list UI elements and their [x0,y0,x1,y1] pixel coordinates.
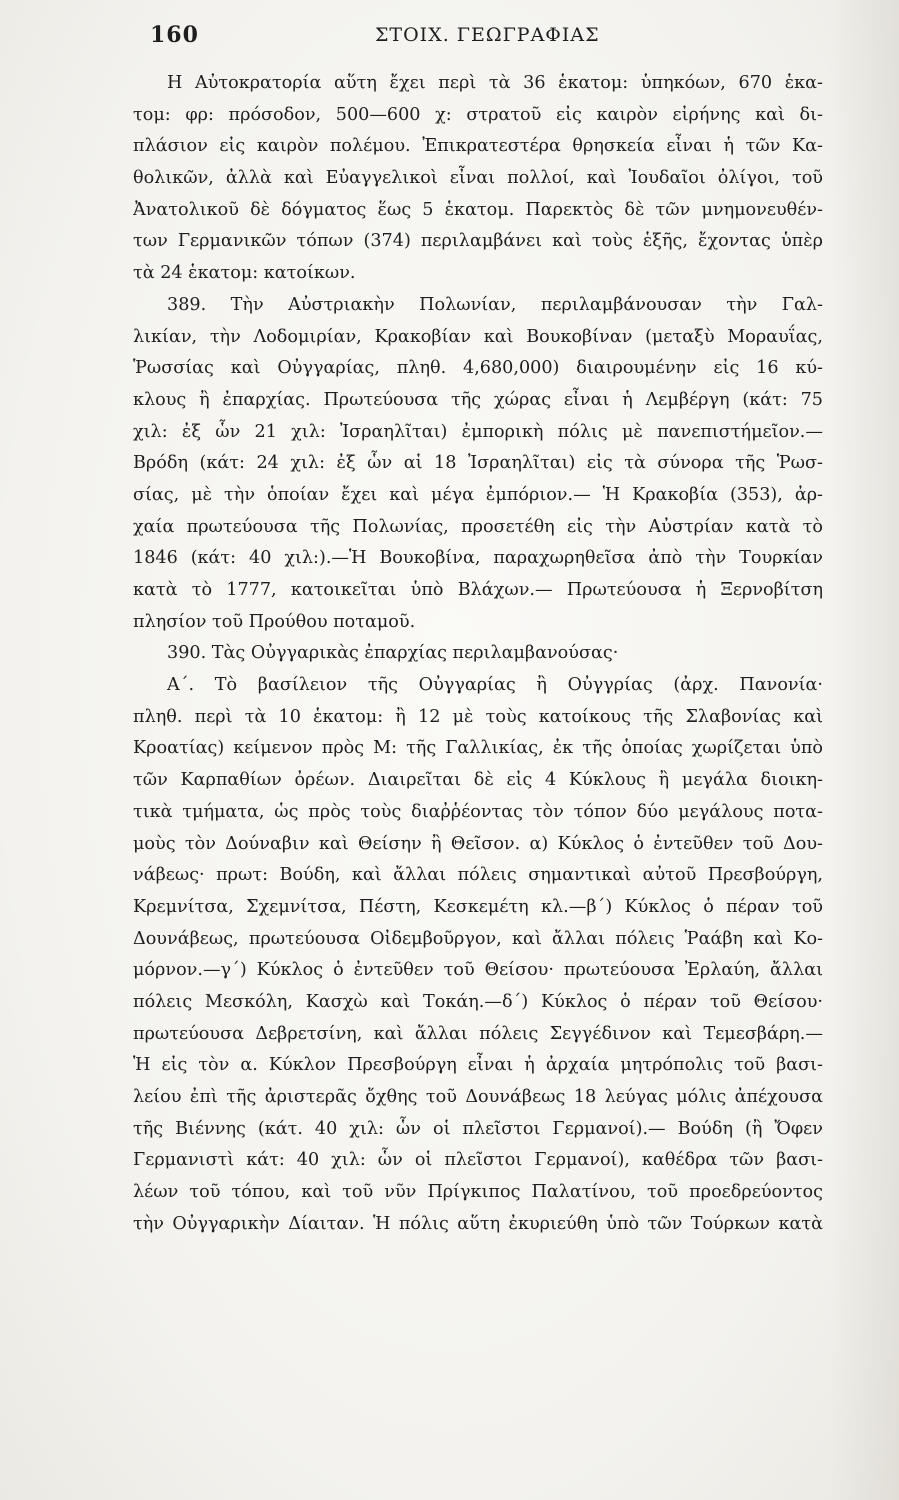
text-line: τὰ 24 ἑκατομ: κατοίκων. [133,263,356,284]
text-line: πρωτεύουσα Δεβρετσίνη, καὶ ἄλλαι πόλεις Σεγγέδινον καὶ Τεμεσβάρη.— [133,1023,823,1044]
text-line: Ἡ εἰς τὸν α. Κύκλον Πρεσβούργη εἶναι ἡ ἀρχαία μητρόπολις τοῦ βασι- [133,1055,823,1076]
running-title: ΣΤΟΙΧ. ΓΕΩΓΡΑΦΙΑΣ [375,24,600,46]
text-line: χιλ: ἐξ ὧν 21 χιλ: Ἰσραηλῖται) ἐμπορικὴ πόλις μὲ πανεπιστήμεῖον.— [133,421,823,442]
text-line: λικίαν, τὴν Λοδομιρίαν, Κρακοβίαν καὶ Βουκοβίναν (μεταξὺ Μοραυΐας, [133,326,823,347]
text-line: χαία πρωτεύουσα τῆς Πολωνίας, προσετέθη εἰς τὴν Αὐστρίαν κατὰ τὸ [133,516,823,537]
text-line: Γερμανιστὶ κάτ: 40 χιλ: ὧν οἱ πλεῖστοι Γερμανοί), καθέδρα τῶν βασι- [133,1150,823,1171]
page-edge-shadow [829,0,899,1500]
text-line: κατὰ τὸ 1777, κατοικεῖται ὑπὸ Βλάχων.— Πρωτεύουσα ἡ Ξερνοβίτση [133,580,823,600]
text-line: Ἀνατολικοῦ δὲ δόγματος ἕως 5 ἑκατομ. Παρεκτὸς δὲ τῶν μνημονευθέν- [133,199,823,220]
text-line: λέων τοῦ τόπου, καὶ τοῦ νῦν Πρίγκιπος Παλατίνου, τοῦ προεδρεύοντος [133,1182,823,1203]
text-line: τομ: φρ: πρόσοδον, 500—600 χ: στρατοῦ εἰς καιρὸν εἰρήνης καὶ δι- [133,104,823,125]
text-line: τὴν Οὐγγαρικὴν Δίαιταν. Ἡ πόλις αὕτη ἐκυριεύθη ὑπὸ τῶν Τούρκων κατὰ [133,1213,823,1234]
text-line: λείου ἐπὶ τῆς ἀριστερᾶς ὄχθης τοῦ Δουνάβεως 18 λεύγας μόλις ἀπέχουσα [133,1087,823,1107]
text-line: τῶν Καρπαθίων ὀρέων. Διαιρεῖται δὲ εἰς 4 Κύκλους ἢ μεγάλα διοικη- [133,770,823,791]
text-line: Κροατίας) κείμενον πρὸς Μ: τῆς Γαλλικίας, ἐκ τῆς ὁποίας χωρίζεται ὑπὸ [133,738,823,759]
text-line: μόρνον.—γ΄) Κύκλος ὁ ἐντεῦθεν τοῦ Θείσου· πρωτεύουσα Ἐρλαύη, ἄλλαι [133,960,823,981]
text-line: πόλεις Μεσκόλη, Κασχὼ καὶ Τοκάη.—δ΄) Κύκλος ὁ πέραν τοῦ Θείσου· [133,991,823,1012]
text-line: Α΄. Τὸ βασίλειον τῆς Οὐγγαρίας ἢ Οὐγγρίας (ἀρχ. Πανονία· [167,675,823,696]
text-line: πλησίον τοῦ Προύθου ποταμοῦ. [133,611,416,632]
text-line: Η Αὐτοκρατορία αὕτη ἔχει περὶ τὰ 36 ἑκατομ: ὑπηκόων, 670 ἑκα- [167,73,823,93]
body-text [133,68,823,1240]
text-line: Ῥωσσίας καὶ Οὐγγαρίας, πληθ. 4,680,000) διαιρουμένην εἰς 16 κύ- [133,358,823,379]
text-line: 1846 (κάτ: 40 χιλ:).—Ἡ Βουκοβίνα, παραχωρηθεῖσα ἀπὸ τὴν Τουρκίαν [133,548,823,569]
text-line: των Γερμανικῶν τόπων (374) περιλαμβάνει καὶ τοὺς ἑξῆς, ἔχοντας ὑπὲρ [133,231,823,252]
text-line: πληθ. περὶ τὰ 10 ἑκατομ: ἢ 12 μὲ τοὺς κατοίκους τῆς Σλαβονίας καὶ [133,706,823,727]
text-line: τικὰ τμήματα, ὡς πρὸς τοὺς διαῤῥέοντας τὸν τόπον δύο μεγάλους ποτα- [133,801,823,822]
text-line: μοὺς τὸν Δούναβιν καὶ Θείσην ἢ Θεῖσον. α) Κύκλος ὁ ἐντεῦθεν τοῦ Δου- [133,833,823,854]
text-line: 389. Τὴν Αὐστριακὴν Πολωνίαν, περιλαμβάνουσαν τὴν Γαλ- [167,294,823,315]
text-line: Βρόδη (κάτ: 24 χιλ: ἐξ ὧν αἱ 18 Ἰσραηλῖται) εἰς τὰ σύνορα τῆς Ῥωσ- [133,453,823,474]
text-line: Κρεμνίτσα, Σχεμνίτσα, Πέστη, Κεσκεμέτη κλ.—β΄) Κύκλος ὁ πέραν τοῦ [133,896,823,917]
text-line: 390. Τὰς Οὐγγαρικὰς ἐπαρχίας περιλαμβανούσας· [167,643,619,664]
text-line: σίας, μὲ τὴν ὁποίαν ἔχει καὶ μέγα ἐμπόριον.— Ἡ Κρακοβία (353), ἀρ- [133,484,823,505]
text-line: τῆς Βιέννης (κάτ. 40 χιλ: ὧν οἱ πλεῖστοι Γερμανοί).— Βούδη (ἢ Ὄφεν [133,1118,823,1139]
text-line: πλάσιον εἰς καιρὸν πολέμου. Ἐπικρατεστέρα θρησκεία εἶναι ἡ τῶν Κα- [133,136,823,157]
page-header [150,22,830,62]
text-line: θολικῶν, ἀλλὰ καὶ Εὐαγγελικοὶ εἶναι πολλοί, καὶ Ἰουδαῖοι ὀλίγοι, τοῦ [133,168,823,189]
text-line: κλους ἢ ἐπαρχίας. Πρωτεύουσα τῆς χώρας εἶναι ἡ Λεμβέργη (κάτ: 75 [133,389,823,410]
text-line: νάβεως· πρωτ: Βούδη, καὶ ἄλλαι πόλεις σημαντικαὶ αὐτοῦ Πρεσβούργη, [133,865,823,886]
page-number: 160 [150,22,199,48]
text-line: Δουνάβεως, πρωτεύουσα Οἰδεμβοῦργον, καὶ ἄλλαι πόλεις Ῥαάβη καὶ Κο- [133,928,823,949]
